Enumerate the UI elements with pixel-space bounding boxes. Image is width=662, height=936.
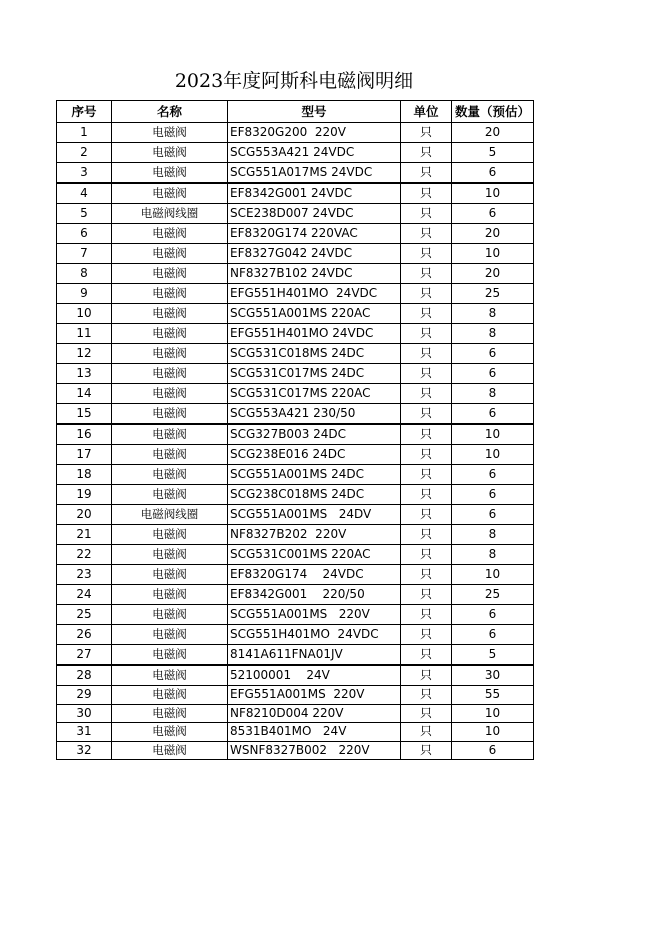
row-unit: 只 xyxy=(401,525,452,545)
row-index: 20 xyxy=(57,505,112,525)
table-row xyxy=(57,364,534,384)
row-unit: 只 xyxy=(401,704,452,723)
table-row xyxy=(57,605,534,625)
row-index: 19 xyxy=(57,485,112,505)
row-index: 17 xyxy=(57,445,112,465)
row-name: 电磁阀 xyxy=(112,645,228,666)
row-name: 电磁阀 xyxy=(112,364,228,384)
row-unit: 只 xyxy=(401,364,452,384)
row-name: 电磁阀 xyxy=(112,445,228,465)
row-model: SCG551A001MS 220AC xyxy=(228,304,401,324)
row-unit: 只 xyxy=(401,183,452,204)
header-row xyxy=(57,101,534,123)
row-index: 3 xyxy=(57,163,112,184)
row-unit: 只 xyxy=(401,625,452,645)
row-unit: 只 xyxy=(401,645,452,666)
table-row xyxy=(57,123,534,143)
table-row xyxy=(57,545,534,565)
row-quantity: 8 xyxy=(452,525,534,545)
row-model: EF8320G174 24VDC xyxy=(228,565,401,585)
row-unit: 只 xyxy=(401,741,452,760)
row-quantity: 10 xyxy=(452,445,534,465)
row-name: 电磁阀 xyxy=(112,224,228,244)
row-unit: 只 xyxy=(401,665,452,686)
row-index: 27 xyxy=(57,645,112,666)
row-index: 14 xyxy=(57,384,112,404)
row-model: SCG238E016 24DC xyxy=(228,445,401,465)
row-quantity: 6 xyxy=(452,364,534,384)
row-name: 电磁阀 xyxy=(112,741,228,760)
table-row xyxy=(57,445,534,465)
row-index: 26 xyxy=(57,625,112,645)
row-quantity: 6 xyxy=(452,404,534,425)
row-model: 8531B401MO 24V xyxy=(228,723,401,742)
row-name: 电磁阀 xyxy=(112,163,228,184)
row-quantity: 8 xyxy=(452,324,534,344)
row-index: 24 xyxy=(57,585,112,605)
row-quantity: 6 xyxy=(452,741,534,760)
row-model: SCG531C018MS 24DC xyxy=(228,344,401,364)
row-unit: 只 xyxy=(401,324,452,344)
row-name: 电磁阀 xyxy=(112,324,228,344)
row-name: 电磁阀 xyxy=(112,485,228,505)
row-index: 30 xyxy=(57,704,112,723)
row-model: EF8342G001 220/50 xyxy=(228,585,401,605)
row-unit: 只 xyxy=(401,264,452,284)
row-index: 25 xyxy=(57,605,112,625)
table-row xyxy=(57,424,534,445)
row-model: SCG238C018MS 24DC xyxy=(228,485,401,505)
row-name: 电磁阀 xyxy=(112,665,228,686)
row-quantity: 20 xyxy=(452,264,534,284)
row-unit: 只 xyxy=(401,485,452,505)
table-row xyxy=(57,163,534,184)
row-model: NF8327B102 24VDC xyxy=(228,264,401,284)
row-name: 电磁阀 xyxy=(112,585,228,605)
table-row xyxy=(57,183,534,204)
row-unit: 只 xyxy=(401,404,452,425)
table-row xyxy=(57,741,534,760)
row-unit: 只 xyxy=(401,565,452,585)
row-quantity: 10 xyxy=(452,565,534,585)
row-name: 电磁阀 xyxy=(112,565,228,585)
row-name: 电磁阀 xyxy=(112,264,228,284)
row-quantity: 5 xyxy=(452,143,534,163)
row-unit: 只 xyxy=(401,384,452,404)
row-model: SCG553A421 230/50 xyxy=(228,404,401,425)
row-index: 15 xyxy=(57,404,112,425)
header-index: 序号 xyxy=(57,101,112,123)
row-index: 16 xyxy=(57,424,112,445)
row-model: EF8320G174 220VAC xyxy=(228,224,401,244)
header-unit: 单位 xyxy=(401,101,452,123)
table-row xyxy=(57,645,534,666)
row-index: 21 xyxy=(57,525,112,545)
table-row xyxy=(57,324,534,344)
row-index: 6 xyxy=(57,224,112,244)
row-model: WSNF8327B002 220V xyxy=(228,741,401,760)
table-row xyxy=(57,224,534,244)
row-name: 电磁阀 xyxy=(112,605,228,625)
row-quantity: 10 xyxy=(452,183,534,204)
row-unit: 只 xyxy=(401,723,452,742)
row-name: 电磁阀 xyxy=(112,344,228,364)
row-index: 9 xyxy=(57,284,112,304)
row-index: 32 xyxy=(57,741,112,760)
row-unit: 只 xyxy=(401,344,452,364)
table-row xyxy=(57,704,534,723)
row-model: 8141A611FNA01JV xyxy=(228,645,401,666)
row-name: 电磁阀 xyxy=(112,545,228,565)
table-row xyxy=(57,344,534,364)
row-quantity: 6 xyxy=(452,625,534,645)
row-quantity: 10 xyxy=(452,424,534,445)
row-model: 52100001 24V xyxy=(228,665,401,686)
row-index: 13 xyxy=(57,364,112,384)
row-index: 28 xyxy=(57,665,112,686)
row-quantity: 25 xyxy=(452,585,534,605)
row-unit: 只 xyxy=(401,284,452,304)
table-row xyxy=(57,565,534,585)
table-row xyxy=(57,404,534,425)
row-model: SCE238D007 24VDC xyxy=(228,204,401,224)
header-quantity: 数量（预估） xyxy=(452,101,534,123)
row-unit: 只 xyxy=(401,244,452,264)
row-index: 23 xyxy=(57,565,112,585)
row-unit: 只 xyxy=(401,304,452,324)
row-index: 29 xyxy=(57,686,112,705)
row-model: SCG531C001MS 220AC xyxy=(228,545,401,565)
row-unit: 只 xyxy=(401,424,452,445)
table-row xyxy=(57,465,534,485)
table-row xyxy=(57,665,534,686)
header-name: 名称 xyxy=(112,101,228,123)
row-unit: 只 xyxy=(401,445,452,465)
row-model: SCG553A421 24VDC xyxy=(228,143,401,163)
row-quantity: 25 xyxy=(452,284,534,304)
table-row xyxy=(57,505,534,525)
row-model: SCG327B003 24DC xyxy=(228,424,401,445)
row-index: 8 xyxy=(57,264,112,284)
row-model: SCG531C017MS 24DC xyxy=(228,364,401,384)
row-index: 1 xyxy=(57,123,112,143)
row-quantity: 8 xyxy=(452,384,534,404)
row-index: 4 xyxy=(57,183,112,204)
row-name: 电磁阀线圈 xyxy=(112,505,228,525)
row-model: SCG551A001MS 24DC xyxy=(228,465,401,485)
row-model: EF8327G042 24VDC xyxy=(228,244,401,264)
row-name: 电磁阀 xyxy=(112,384,228,404)
row-unit: 只 xyxy=(401,605,452,625)
row-model: SCG551A017MS 24VDC xyxy=(228,163,401,184)
table-row xyxy=(57,204,534,224)
row-unit: 只 xyxy=(401,465,452,485)
row-unit: 只 xyxy=(401,204,452,224)
table-row xyxy=(57,264,534,284)
table-row xyxy=(57,585,534,605)
row-name: 电磁阀 xyxy=(112,424,228,445)
row-quantity: 6 xyxy=(452,605,534,625)
row-name: 电磁阀 xyxy=(112,686,228,705)
row-quantity: 8 xyxy=(452,545,534,565)
row-name: 电磁阀 xyxy=(112,244,228,264)
row-index: 12 xyxy=(57,344,112,364)
table-row xyxy=(57,304,534,324)
header-model: 型号 xyxy=(228,101,401,123)
document-title: 2023年度阿斯科电磁阀明细 xyxy=(174,70,414,92)
row-name: 电磁阀 xyxy=(112,404,228,425)
row-quantity: 10 xyxy=(452,723,534,742)
row-quantity: 6 xyxy=(452,163,534,184)
row-name: 电磁阀 xyxy=(112,704,228,723)
table-row xyxy=(57,384,534,404)
row-quantity: 10 xyxy=(452,704,534,723)
row-name: 电磁阀 xyxy=(112,723,228,742)
row-quantity: 6 xyxy=(452,344,534,364)
row-quantity: 20 xyxy=(452,224,534,244)
row-model: NF8327B202 220V xyxy=(228,525,401,545)
row-model: SCG531C017MS 220AC xyxy=(228,384,401,404)
row-model: SCG551A001MS 220V xyxy=(228,605,401,625)
row-quantity: 6 xyxy=(452,465,534,485)
row-name: 电磁阀 xyxy=(112,183,228,204)
table-row xyxy=(57,686,534,705)
row-name: 电磁阀线圈 xyxy=(112,204,228,224)
table-row xyxy=(57,723,534,742)
row-model: NF8210D004 220V xyxy=(228,704,401,723)
table-row xyxy=(57,284,534,304)
row-unit: 只 xyxy=(401,143,452,163)
row-model: SCG551A001MS 24DV xyxy=(228,505,401,525)
row-quantity: 8 xyxy=(452,304,534,324)
row-quantity: 6 xyxy=(452,485,534,505)
row-model: SCG551H401MO 24VDC xyxy=(228,625,401,645)
row-name: 电磁阀 xyxy=(112,465,228,485)
table-row xyxy=(57,485,534,505)
table-row xyxy=(57,525,534,545)
row-quantity: 30 xyxy=(452,665,534,686)
row-index: 31 xyxy=(57,723,112,742)
row-quantity: 20 xyxy=(452,123,534,143)
row-name: 电磁阀 xyxy=(112,123,228,143)
row-index: 18 xyxy=(57,465,112,485)
row-unit: 只 xyxy=(401,545,452,565)
table-row xyxy=(57,625,534,645)
row-model: EFG551H401MO 24VDC xyxy=(228,324,401,344)
valve-table xyxy=(56,100,534,760)
row-index: 7 xyxy=(57,244,112,264)
row-quantity: 10 xyxy=(452,244,534,264)
row-unit: 只 xyxy=(401,163,452,184)
row-model: EFG551A001MS 220V xyxy=(228,686,401,705)
row-quantity: 5 xyxy=(452,645,534,666)
table-row xyxy=(57,143,534,163)
table-row xyxy=(57,244,534,264)
row-name: 电磁阀 xyxy=(112,284,228,304)
row-name: 电磁阀 xyxy=(112,304,228,324)
row-quantity: 6 xyxy=(452,505,534,525)
row-index: 5 xyxy=(57,204,112,224)
row-name: 电磁阀 xyxy=(112,143,228,163)
row-index: 10 xyxy=(57,304,112,324)
row-index: 2 xyxy=(57,143,112,163)
row-index: 22 xyxy=(57,545,112,565)
row-unit: 只 xyxy=(401,686,452,705)
row-quantity: 6 xyxy=(452,204,534,224)
row-unit: 只 xyxy=(401,123,452,143)
row-index: 11 xyxy=(57,324,112,344)
row-model: EF8342G001 24VDC xyxy=(228,183,401,204)
row-quantity: 55 xyxy=(452,686,534,705)
row-unit: 只 xyxy=(401,585,452,605)
row-name: 电磁阀 xyxy=(112,525,228,545)
row-model: EF8320G200 220V xyxy=(228,123,401,143)
row-name: 电磁阀 xyxy=(112,625,228,645)
row-unit: 只 xyxy=(401,224,452,244)
row-model: EFG551H401MO 24VDC xyxy=(228,284,401,304)
row-unit: 只 xyxy=(401,505,452,525)
